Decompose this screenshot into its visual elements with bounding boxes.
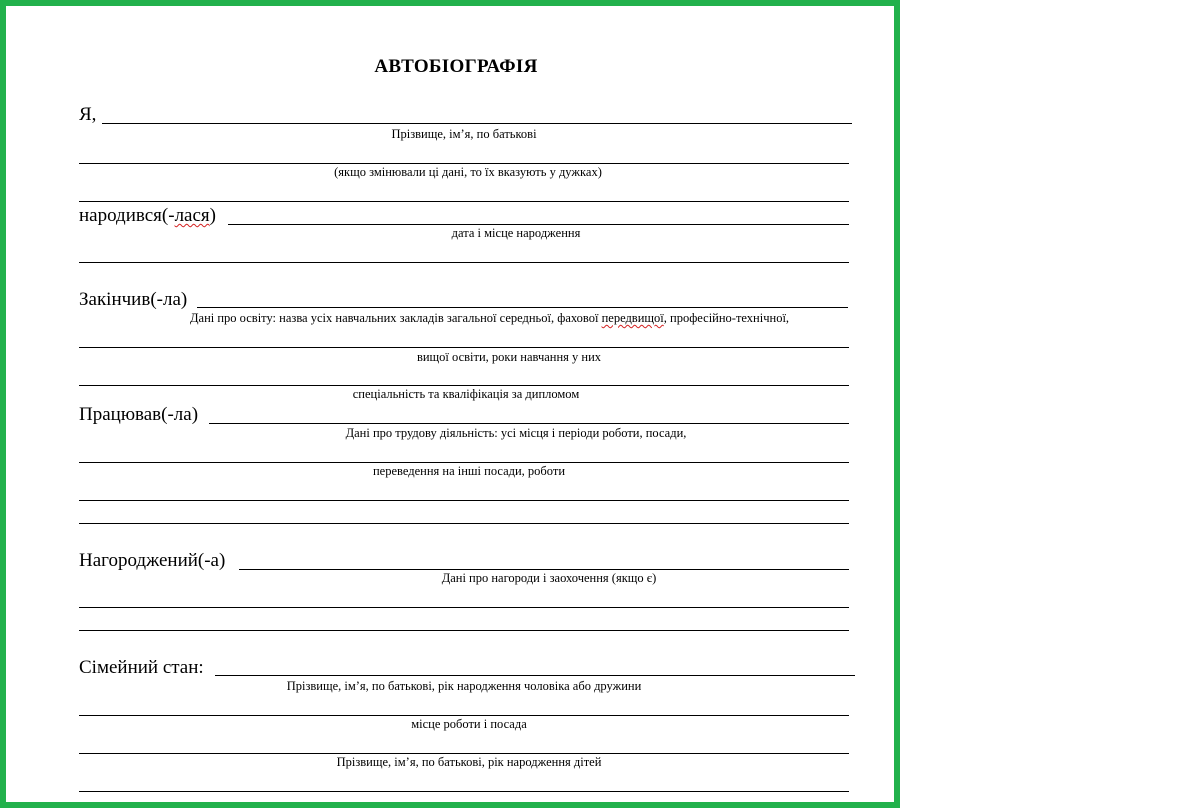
family-children-hint: Прізвище, ім’я, по батькові, рік народження дітей (336, 755, 602, 769)
awards-label: Нагороджений(-а) (79, 550, 226, 571)
family-label: Сімейний стан: (79, 657, 204, 678)
name-hint: Прізвище, ім’я, по батькові (391, 127, 537, 141)
awards-line-2[interactable] (79, 607, 849, 608)
work-line-4[interactable] (79, 523, 849, 524)
document-title: АВТОБІОГРАФІЯ (374, 56, 538, 77)
birth-line-2[interactable] (79, 262, 849, 263)
education-label: Закінчив(-ла) (79, 289, 188, 310)
work-hint-2: переведення на інші посади, роботи (372, 464, 566, 478)
work-line-2[interactable] (79, 462, 849, 463)
family-line-2[interactable] (79, 715, 849, 716)
education-line[interactable] (197, 307, 848, 308)
name-change-hint: (якщо змінювали ці дані, то їх вказують у дужках) (334, 165, 602, 179)
work-hint: Дані про трудову діяльність: усі місця і періоди роботи, посади, (345, 426, 687, 440)
family-line[interactable] (215, 675, 855, 676)
work-line-3[interactable] (79, 500, 849, 501)
birth-line[interactable] (228, 224, 849, 225)
work-line[interactable] (209, 423, 849, 424)
name-line-3[interactable] (79, 201, 849, 202)
family-line-3[interactable] (79, 753, 849, 754)
awards-hint: Дані про нагороди і заохочення (якщо є) (441, 571, 657, 585)
birth-label: народився(-лася) (79, 205, 216, 226)
education-hint-3: спеціальність та кваліфікація за дипломом (352, 387, 580, 401)
family-spouse-hint: Прізвище, ім’я, по батькові, рік народження чоловіка або дружини (286, 679, 642, 693)
education-line-3[interactable] (79, 385, 849, 386)
name-line-2[interactable] (79, 163, 849, 164)
family-work-hint: місце роботи і посада (411, 717, 527, 731)
education-hint: Дані про освіту: назва усіх навчальних закладів загальної середньої, фахової передвищої, професійно-технічної, (190, 311, 790, 325)
family-line-4[interactable] (79, 791, 849, 792)
name-label: Я, (79, 104, 97, 125)
awards-line-3[interactable] (79, 630, 849, 631)
education-line-2[interactable] (79, 347, 849, 348)
birth-hint: дата і місце народження (451, 226, 581, 240)
awards-line[interactable] (239, 569, 849, 570)
education-hint-2: вищої освіти, роки навчання у них (416, 350, 602, 364)
work-label: Працював(-ла) (79, 404, 199, 425)
name-line[interactable] (102, 123, 852, 124)
